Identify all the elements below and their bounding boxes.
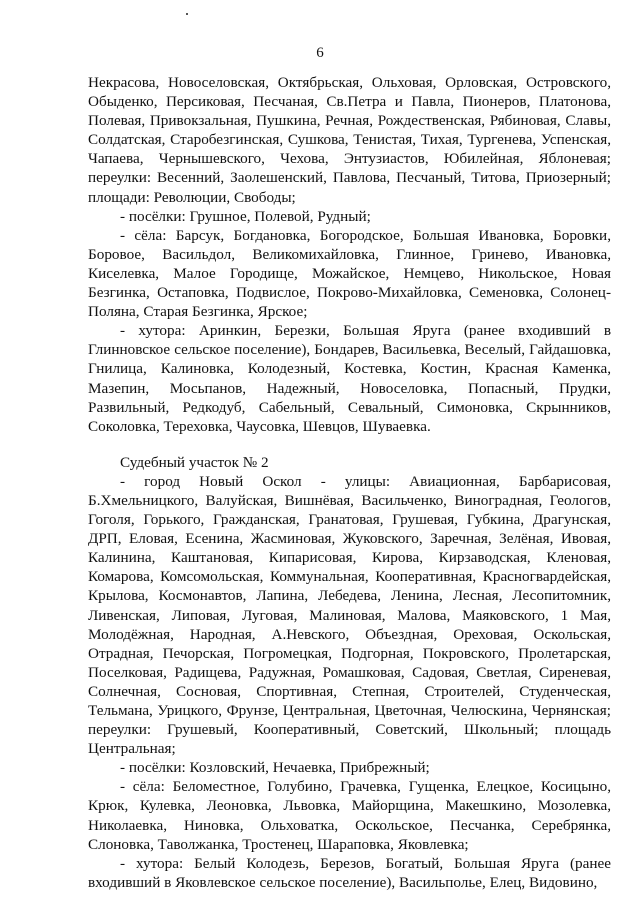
paragraph-settlements-2: - посёлки: Козловский, Нечаевка, Прибрежный; [120, 759, 430, 777]
section-heading-court-district-2: Судебный участок № 2 [120, 453, 269, 471]
paragraph-villages-1: - сёла: Барсук, Богдановка, Богородское, Большая Ивановка, Боровки, Боровое, Васильдол, Великомихайловка, Глинное, Гринево, Ивановка, Киселевка, Малое Городище, Можайское, Немцево, Никольское, Новая Безгинка, Остаповка, Подвислое, Покрово-Михайловка, Семеновка, Солонец-Поляна, Старая Безгинка, Ярское; [88, 226, 611, 321]
paragraph-farmsteads-2: - хутора: Белый Колодезь, Березов, Богатый, Большая Яруга (ранее входивший в Яковлевское сельское поселение), Васильполье, Елец, Видовино, [88, 854, 611, 891]
paragraph-streets-continued: Некрасова, Новоселовская, Октябрьская, Ольховая, Орловская, Островского, Обыденко, Персиковая, Песчаная, Св.Петра и Павла, Пионеров, Платонова, Полевая, Привокзальная, Пушкина, Речная, Рождественская, Рябиновая, Славы, Солдатская, Старобезгинская, Сушкова, Тенистая, Тихая, Тургенева, Успенская, Чапаева, Чернышевского, Чехова, Энтузиастов, Юбилейная, Яблоневая; переулки: Весенний, Заолешенский, Павлова, Песчаный, Титова, Приозерный; площади: Революции, Свободы; [88, 74, 611, 206]
paragraph-settlements-1: - посёлки: Грушное, Полевой, Рудный; [120, 207, 371, 225]
section-gap [88, 436, 611, 453]
paragraph-villages-2: - сёла: Беломестное, Голубино, Грачевка, Гущенка, Елецкое, Косицыно, Крюк, Кулевка, Леоновка, Львовка, Майорщина, Макешкино, Мозолевка, Николаевка, Ниновка, Ольховатка, Оскольское, Песчанка, Серебрянка, Слоновка, Таволжанка, Тростенец, Шараповка, Яковлевка; [88, 778, 611, 853]
paragraph-farmsteads-1: - хутора: Аринкин, Березки, Большая Яруга (ранее входивший в Глинновское сельское поселение), Бондарев, Васильевка, Веселый, Гайдашовка, Гнилица, Калиновка, Колодезный, Костевка, Костин, Красная Каменка, Мазепин, Мосьпанов, Надежный, Новоселовка, Попасный, Прудки, Развильный, Редкодуб, Сабельный, Севальный, Симоновка, Скрынников, Соколовка, Тереховка, Чаусовка, Шевцов, Шуваевка. [88, 322, 611, 435]
page-number: 6 [316, 45, 324, 61]
scan-speck [186, 13, 188, 15]
paragraph-city-streets: - город Новый Оскол - улицы: Авиационная, Барбарисовая, Б.Хмельницкого, Валуйская, Вишнёвая, Васильченко, Виноградная, Геологов, Гоголя, Горького, Гражданская, Гранатовая, Грушевая, Губкина, Драгунская, ДРП, Еловая, Есенина, Жасминовая, Жуковского, Заречная, Зелёная, Ивовая, Калинина, Каштановая, Кипарисовая, Кирова, Кирзаводская, Кленовая, Комарова, Комсомольская, Коммунальная, Кооперативная, Красногвардейская, Крылова, Космонавтов, Лапина, Лебедева, Ленина, Лесная, Лесопитомник, Ливенская, Липовая, Луговая, Малиновая, Малова, Маяковского, 1 Мая, Молодёжная, Народная, А.Невского, Объездная, Ореховая, Оскольская, Отрадная, Печорская, Погромецкая, Подгорная, Покровского, Пролетарская, Поселковая, Радищева, Радужная, Ромашковая, Садовая, Светлая, Сиреневая, Солнечная, Сосновая, Спортивная, Степная, Строителей, Студенческая, Тельмана, Урицкого, Фрунзе, Центральная, Цветочная, Челюскина, Чернянская; переулки: Грушевый, Кооперативный, Советский, Школьный; площадь Центральная; [88, 472, 611, 758]
document-body [88, 73, 611, 892]
